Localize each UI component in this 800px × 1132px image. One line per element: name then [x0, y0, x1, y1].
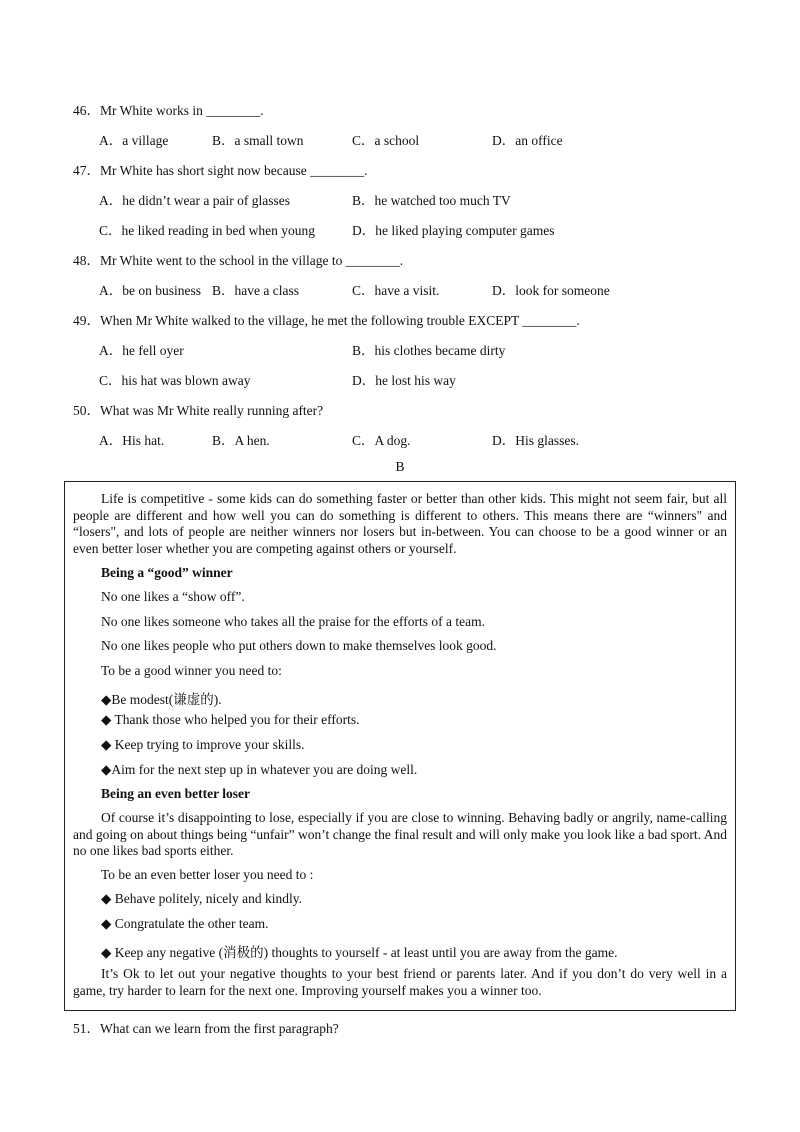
question-48-option-c: C．have a visit.: [352, 283, 440, 298]
question-47-stem: 47．Mr White has short sight now because ________.: [73, 163, 368, 178]
question-48-option-b: B．have a class: [212, 283, 299, 298]
question-50-option-b: B．A hen.: [212, 433, 270, 448]
bullet-item: ◆ Keep any negative (消极的) thoughts to yourself - at least until you are away from the game.: [101, 945, 618, 960]
question-50-option-d: D．His glasses.: [492, 433, 579, 448]
question-47-option-c: C．he liked reading in bed when young: [99, 223, 315, 238]
question-46-option-d: D．an office: [492, 133, 563, 148]
question-50-option-c: C．A dog.: [352, 433, 411, 448]
passage-line: No one likes a “show off”.: [101, 589, 245, 604]
bullet-item: ◆Aim for the next step up in whatever you are doing well.: [101, 762, 418, 777]
question-47-option-b: B．he watched too much TV: [352, 193, 511, 208]
passage-line: To be an even better loser you need to :: [101, 867, 314, 882]
bullet-item: ◆ Keep trying to improve your skills.: [101, 737, 305, 752]
section-label: B: [395, 459, 405, 474]
heading-better-loser: Being an even better loser: [101, 786, 250, 801]
question-51-stem: 51．What can we learn from the first paragraph?: [73, 1021, 339, 1036]
question-48-option-a: A．be on business: [99, 283, 201, 298]
bullet-item: ◆ Behave politely, nicely and kindly.: [101, 891, 302, 906]
passage-line: To be a good winner you need to:: [101, 663, 282, 678]
question-49-option-a: A．he fell oyer: [99, 343, 184, 358]
passage-loser-paragraph: Of course it’s disappointing to lose, especially if you are close to winning. Behaving badly or angrily, name-calling and going on about things being “unfair” won’t change the final result and will only make you look like a bad sport. And no one likes bad sports either.: [73, 810, 727, 858]
passage-closing: It’s Ok to let out your negative thoughts to your best friend or parents later. And if you don’t do very well in a game, try harder to learn for the next one. Improving yourself makes you a winner too.: [73, 966, 727, 998]
question-47-option-d: D．he liked playing computer games: [352, 223, 555, 238]
question-49-option-b: B．his clothes became dirty: [352, 343, 506, 358]
question-49-option-c: C．his hat was blown away: [99, 373, 251, 388]
question-50-option-a: A．His hat.: [99, 433, 165, 448]
question-46-option-c: C．a school: [352, 133, 420, 148]
question-48-stem: 48．Mr White went to the school in the village to ________.: [73, 253, 404, 268]
bullet-item: ◆Be modest(谦虚的).: [101, 692, 222, 707]
question-47-option-a: A．he didn’t wear a pair of glasses: [99, 193, 290, 208]
question-48-option-d: D．look for someone: [492, 283, 610, 298]
heading-good-winner: Being a “good” winner: [101, 565, 233, 580]
question-50-stem: 50．What was Mr White really running after?: [73, 403, 324, 418]
question-46-stem: 46．Mr White works in ________.: [73, 103, 264, 118]
passage-line: No one likes people who put others down to make themselves look good.: [101, 638, 497, 653]
bullet-item: ◆ Congratulate the other team.: [101, 916, 269, 931]
question-46-option-b: B．a small town: [212, 133, 304, 148]
question-49-option-d: D．he lost his way: [352, 373, 456, 388]
passage-intro: Life is competitive - some kids can do something faster or better than other kids. This might not seem fair, but all people are different and how well you can do something is different to others. This means there are “winners" and “losers", and lots of people are neither winners nor losers but in-between. You can choose to be a good winner or an even better loser whether you are competing against others or yourself.: [73, 491, 727, 556]
question-49-stem: 49．When Mr White walked to the village, he met the following trouble EXCEPT ________.: [73, 313, 580, 328]
passage-line: No one likes someone who takes all the praise for the efforts of a team.: [101, 614, 486, 629]
question-46-option-a: A．a village: [99, 133, 169, 148]
bullet-item: ◆ Thank those who helped you for their efforts.: [101, 712, 360, 727]
